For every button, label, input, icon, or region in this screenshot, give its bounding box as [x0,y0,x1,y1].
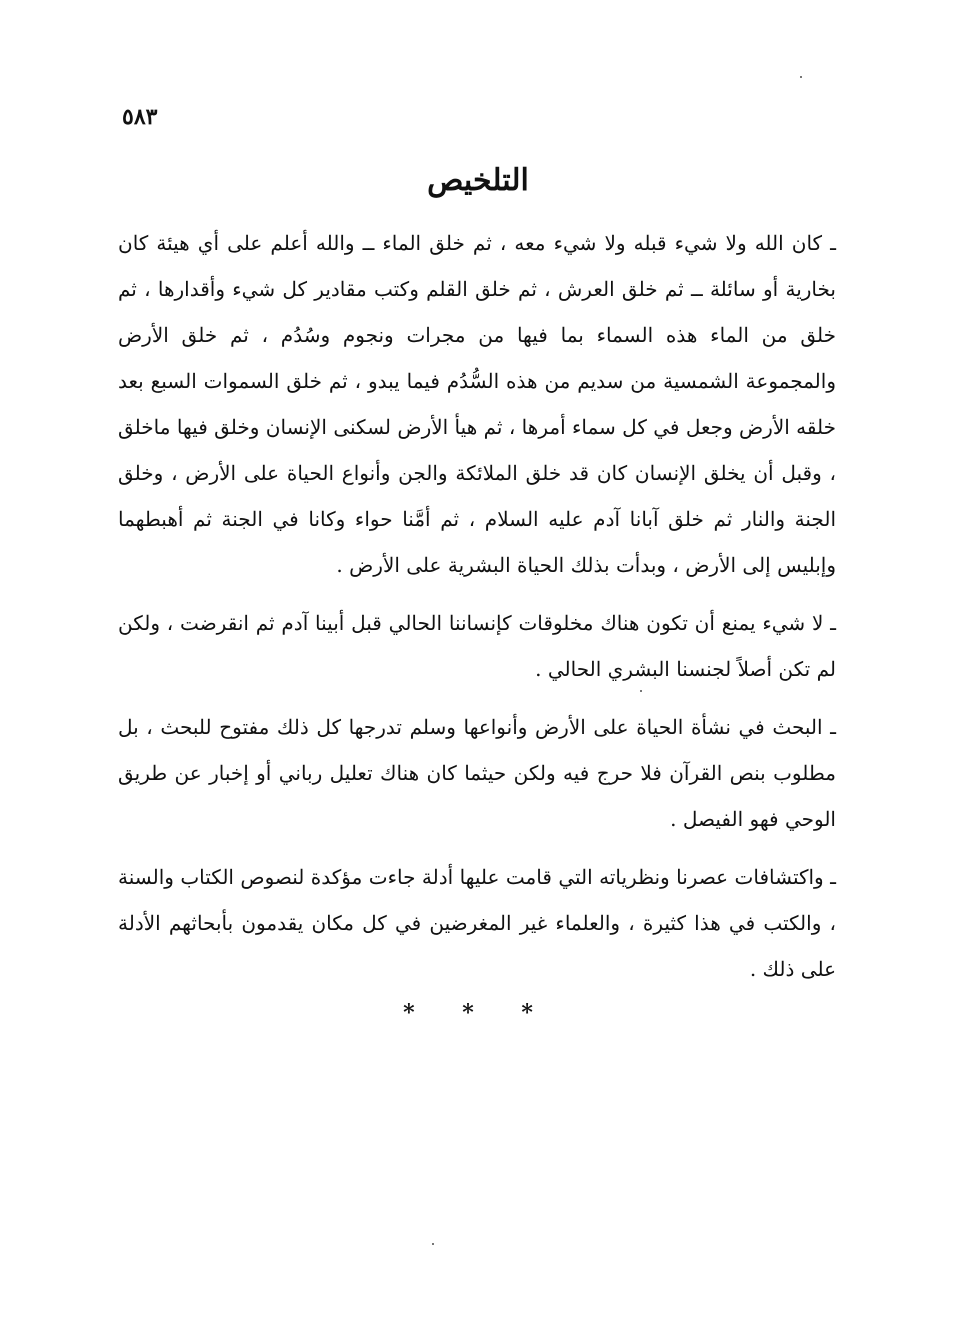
page-title: التلخيص [427,163,529,198]
body-text [118,220,836,992]
section-end-stars: * * * [403,1000,553,1026]
paragraph-2: ـ لا شيء يمنع أن تكون هناك مخلوقات كإنساننا الحالي قبل أبينا آدم ثم انقرضت ، ولكن لم تكن أصلاً لجنسنا البشري الحالي . [118,611,836,681]
paragraph-4: ـ واكتشافات عصرنا ونظرياته التي قامت عليها أدلة جاءت مؤكدة لنصوص الكتاب والسنة ، والكتب في هذا كثيرة ، والعلماء غير المغرضين في كل مكان يقدمون بأبحاثهم الأدلة على ذلك . [118,865,836,981]
page-number: ٥٨٣ [122,104,158,130]
paragraph-1: ـ كان الله ولا شيء قبله ولا شيء معه ، ثم خلق الماء ــ والله أعلم على أي هيئة كان بخارية أو سائلة ــ ثم خلق العرش ، ثم خلق القلم وكتب مقادير كل شيء وأقدارها ، ثم خلق من الماء هذه السماء بما فيها من مجرات ونجوم وسُدُم ، ثم خلق الأرض والمجموعة الشمسية من سديم من هذه السُّدُم فيما يبدو ، ثم خلق السموات السبع بعد خلقه الأرض وجعل في كل سماء أمرها ، ثم هيأ الأرض لسكنى الإنسان وخلق فيها ماخلق ، وقبل أن يخلق الإنسان كان قد خلق الملائكة والجن وأنواع الحياة على الأرض ، وخلق الجنة والنار ثم خلق آبانا آدم عليه السلام ، ثم أمَّنا حواء وكانا في الجنة ثم أهبطهما وإبليس إلى الأرض ، وبدأت بذلك الحياة البشرية على الأرض . [118,231,837,577]
scan-speck [432,1243,434,1245]
paragraph-3: ـ البحث في نشأة الحياة على الأرض وأنواعها وسلم تدرجها كل ذلك مفتوح للبحث ، بل مطلوب بنص القرآن فلا حرج فيه ولكن حيثما كان هناك تعليل رباني أو إخبار عن طريق الوحي فهو الفيصل . [118,715,836,831]
scan-speck [640,690,642,692]
scan-speck [800,76,802,78]
